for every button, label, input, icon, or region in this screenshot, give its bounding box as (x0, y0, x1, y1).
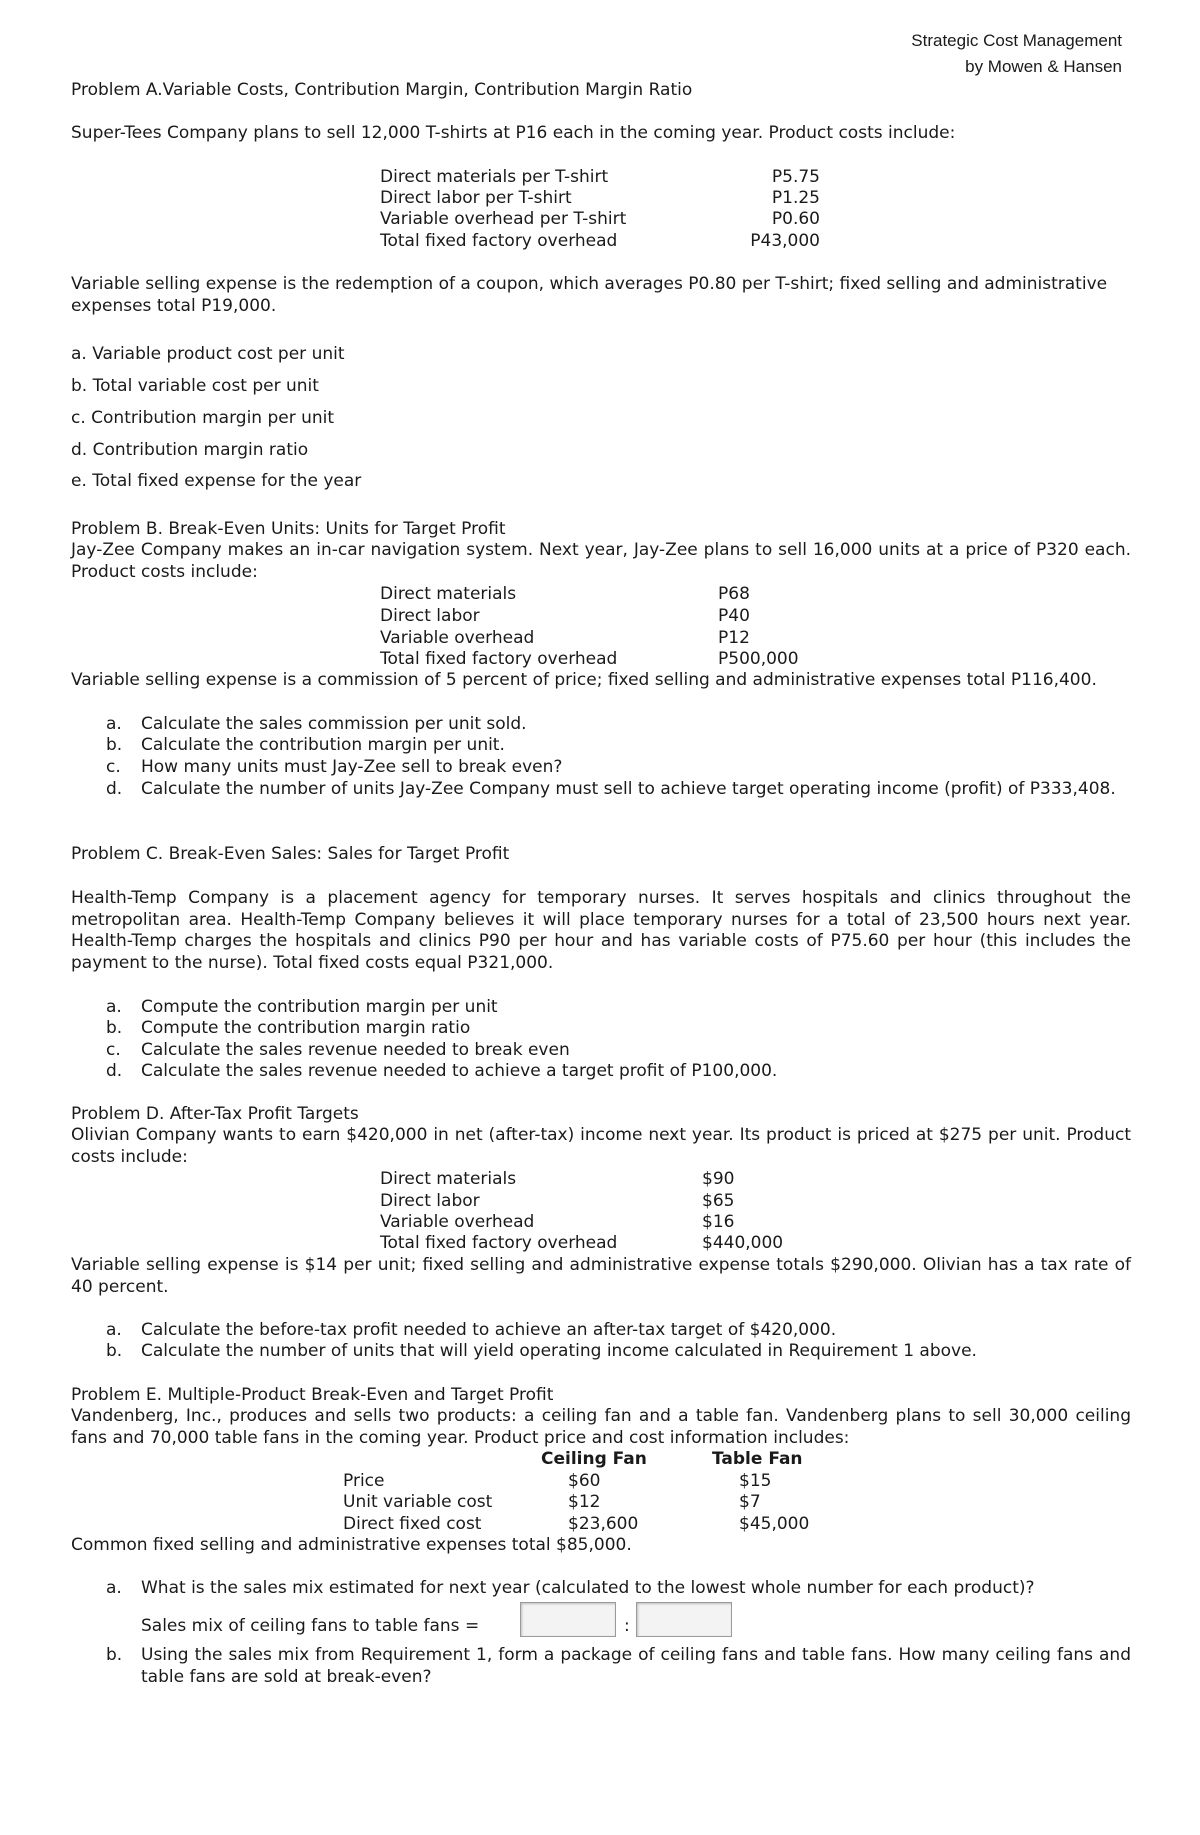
problem-d-title: Problem D. After-Tax Profit Targets (71, 1104, 359, 1124)
cost-label: Direct labor (380, 606, 480, 626)
cost-value: P40 (718, 606, 750, 626)
table-cell: $23,600 (568, 1514, 639, 1534)
list-marker: b. (106, 1645, 123, 1665)
list-item: Calculate the number of units that will yield operating income calculated in Requirement 1 above. (141, 1341, 977, 1361)
problem-d-intro: Olivian Company wants to earn $420,000 in net (after-tax) income next year. Its product is priced at $275 per unit. Product costs include: (71, 1125, 1131, 1167)
list-item: What is the sales mix estimated for next year (calculated to the lowest whole number for each product)? (141, 1578, 1035, 1598)
list-marker: d. (106, 1061, 123, 1081)
problem-a-title: Problem A.Variable Costs, Contribution Margin, Contribution Margin Ratio (71, 80, 693, 100)
list-item: Compute the contribution margin ratio (141, 1018, 471, 1038)
cost-label: Direct materials (380, 584, 517, 604)
cost-value: P5.75 (771, 167, 820, 187)
problem-e-intro: Vandenberg, Inc., produces and sells two products: a ceiling fan and a table fan. Vandenberg plans to sell 30,000 ceiling fans and 70,000 table fans in the coming year. Product price and cost information includes: (71, 1406, 1131, 1448)
list-marker: a. (106, 1578, 122, 1598)
problem-d-note: Variable selling expense is $14 per unit; fixed selling and administrative expense totals $290,000. Olivian has a tax rate of 40 percent. (71, 1255, 1131, 1297)
ceiling-fan-mix-input[interactable] (520, 1602, 616, 1637)
column-header-ceiling-fan: Ceiling Fan (541, 1449, 647, 1469)
list-item: Using the sales mix from Requirement 1, form a package of ceiling fans and table fans. How many ceiling fans and table fans are sold at break-even? (141, 1645, 1131, 1687)
table-cell: $60 (568, 1471, 601, 1491)
list-item: How many units must Jay-Zee sell to break even? (141, 757, 563, 777)
cost-value: P500,000 (718, 649, 799, 669)
list-item: Calculate the before-tax profit needed to achieve an after-tax target of $420,000. (141, 1320, 837, 1340)
cost-value: $16 (702, 1212, 735, 1232)
list-item: Compute the contribution margin per unit (141, 997, 498, 1017)
list-item: Calculate the sales commission per unit sold. (141, 714, 527, 734)
cost-value: P12 (718, 628, 750, 648)
header-authors: by Mowen & Hansen (965, 57, 1122, 76)
cost-value: $440,000 (702, 1233, 784, 1253)
list-marker: d. (106, 779, 123, 799)
list-marker: a. (106, 714, 122, 734)
table-cell: $12 (568, 1492, 601, 1512)
cost-label: Total fixed factory overhead (380, 1233, 618, 1253)
cost-value: P68 (718, 584, 750, 604)
list-marker: a. (106, 997, 122, 1017)
list-marker: a. (106, 1320, 122, 1340)
list-marker: c. (106, 757, 121, 777)
list-item: d. Contribution margin ratio (71, 440, 309, 460)
cost-label: Total fixed factory overhead (380, 649, 618, 669)
cost-value: P1.25 (771, 188, 820, 208)
sales-mix-label: Sales mix of ceiling fans to table fans = (141, 1616, 480, 1636)
ratio-separator: : (624, 1616, 630, 1636)
list-marker: c. (106, 1040, 121, 1060)
table-cell: $45,000 (739, 1514, 810, 1534)
problem-e-title: Problem E. Multiple-Product Break-Even and Target Profit (71, 1385, 554, 1405)
problem-c-intro: Health-Temp Company is a placement agency for temporary nurses. It serves hospitals and clinics throughout the metropolitan area. Health-Temp Company believes it will place temporary nurses for a total of 23,500 hours next year. Health-Temp charges the hospitals and clinics P90 per hour and has variable costs of P75.60 per hour (this includes the payment to the nurse). Total fixed costs equal P321,000. (71, 888, 1131, 973)
cost-value: P43,000 (750, 231, 820, 251)
list-marker: b. (106, 1018, 123, 1038)
table-fan-mix-input[interactable] (636, 1602, 732, 1637)
list-item: Calculate the sales revenue needed to break even (141, 1040, 570, 1060)
list-item: c. Contribution margin per unit (71, 408, 335, 428)
list-marker: b. (106, 735, 123, 755)
problem-b-title: Problem B. Break-Even Units: Units for Target Profit (71, 519, 506, 539)
problem-a-note: Variable selling expense is the redemption of a coupon, which averages P0.80 per T-shirt; fixed selling and administrative expenses total P19,000. (71, 274, 1108, 316)
list-item: b. Total variable cost per unit (71, 376, 319, 396)
table-row-label: Price (343, 1471, 385, 1491)
list-item: Calculate the sales revenue needed to achieve a target profit of P100,000. (141, 1061, 778, 1081)
cost-label: Total fixed factory overhead (380, 231, 618, 251)
table-cell: $7 (739, 1492, 761, 1512)
cost-value: P0.60 (771, 209, 820, 229)
list-item: Calculate the contribution margin per unit. (141, 735, 505, 755)
list-item: Calculate the number of units Jay-Zee Company must sell to achieve target operating income (profit) of P333,408. (141, 779, 1116, 799)
cost-value: $65 (702, 1191, 735, 1211)
list-marker: b. (106, 1341, 123, 1361)
problem-b-note: Variable selling expense is a commission of 5 percent of price; fixed selling and administrative expenses total P116,400. (71, 670, 1097, 690)
cost-label: Variable overhead (380, 1212, 535, 1232)
table-row-label: Direct fixed cost (343, 1514, 482, 1534)
problem-c-title: Problem C. Break-Even Sales: Sales for Target Profit (71, 844, 510, 864)
cost-label: Direct materials (380, 1169, 517, 1189)
list-item: a. Variable product cost per unit (71, 344, 345, 364)
problem-b-intro: Jay-Zee Company makes an in-car navigation system. Next year, Jay-Zee plans to sell 16,000 units at a price of P320 each. Product costs include: (71, 540, 1131, 582)
cost-label: Direct labor (380, 1191, 480, 1211)
table-cell: $15 (739, 1471, 772, 1491)
column-header-table-fan: Table Fan (712, 1449, 803, 1469)
cost-label: Direct labor per T-shirt (380, 188, 572, 208)
cost-label: Variable overhead per T-shirt (380, 209, 627, 229)
list-item: e. Total fixed expense for the year (71, 471, 362, 491)
cost-value: $90 (702, 1169, 735, 1189)
problem-a-intro: Super-Tees Company plans to sell 12,000 T-shirts at P16 each in the coming year. Product costs include: (71, 123, 956, 143)
cost-label: Variable overhead (380, 628, 535, 648)
header-course-title: Strategic Cost Management (911, 31, 1122, 50)
table-row-label: Unit variable cost (343, 1492, 493, 1512)
cost-label: Direct materials per T-shirt (380, 167, 609, 187)
problem-e-note: Common fixed selling and administrative expenses total $85,000. (71, 1535, 632, 1555)
